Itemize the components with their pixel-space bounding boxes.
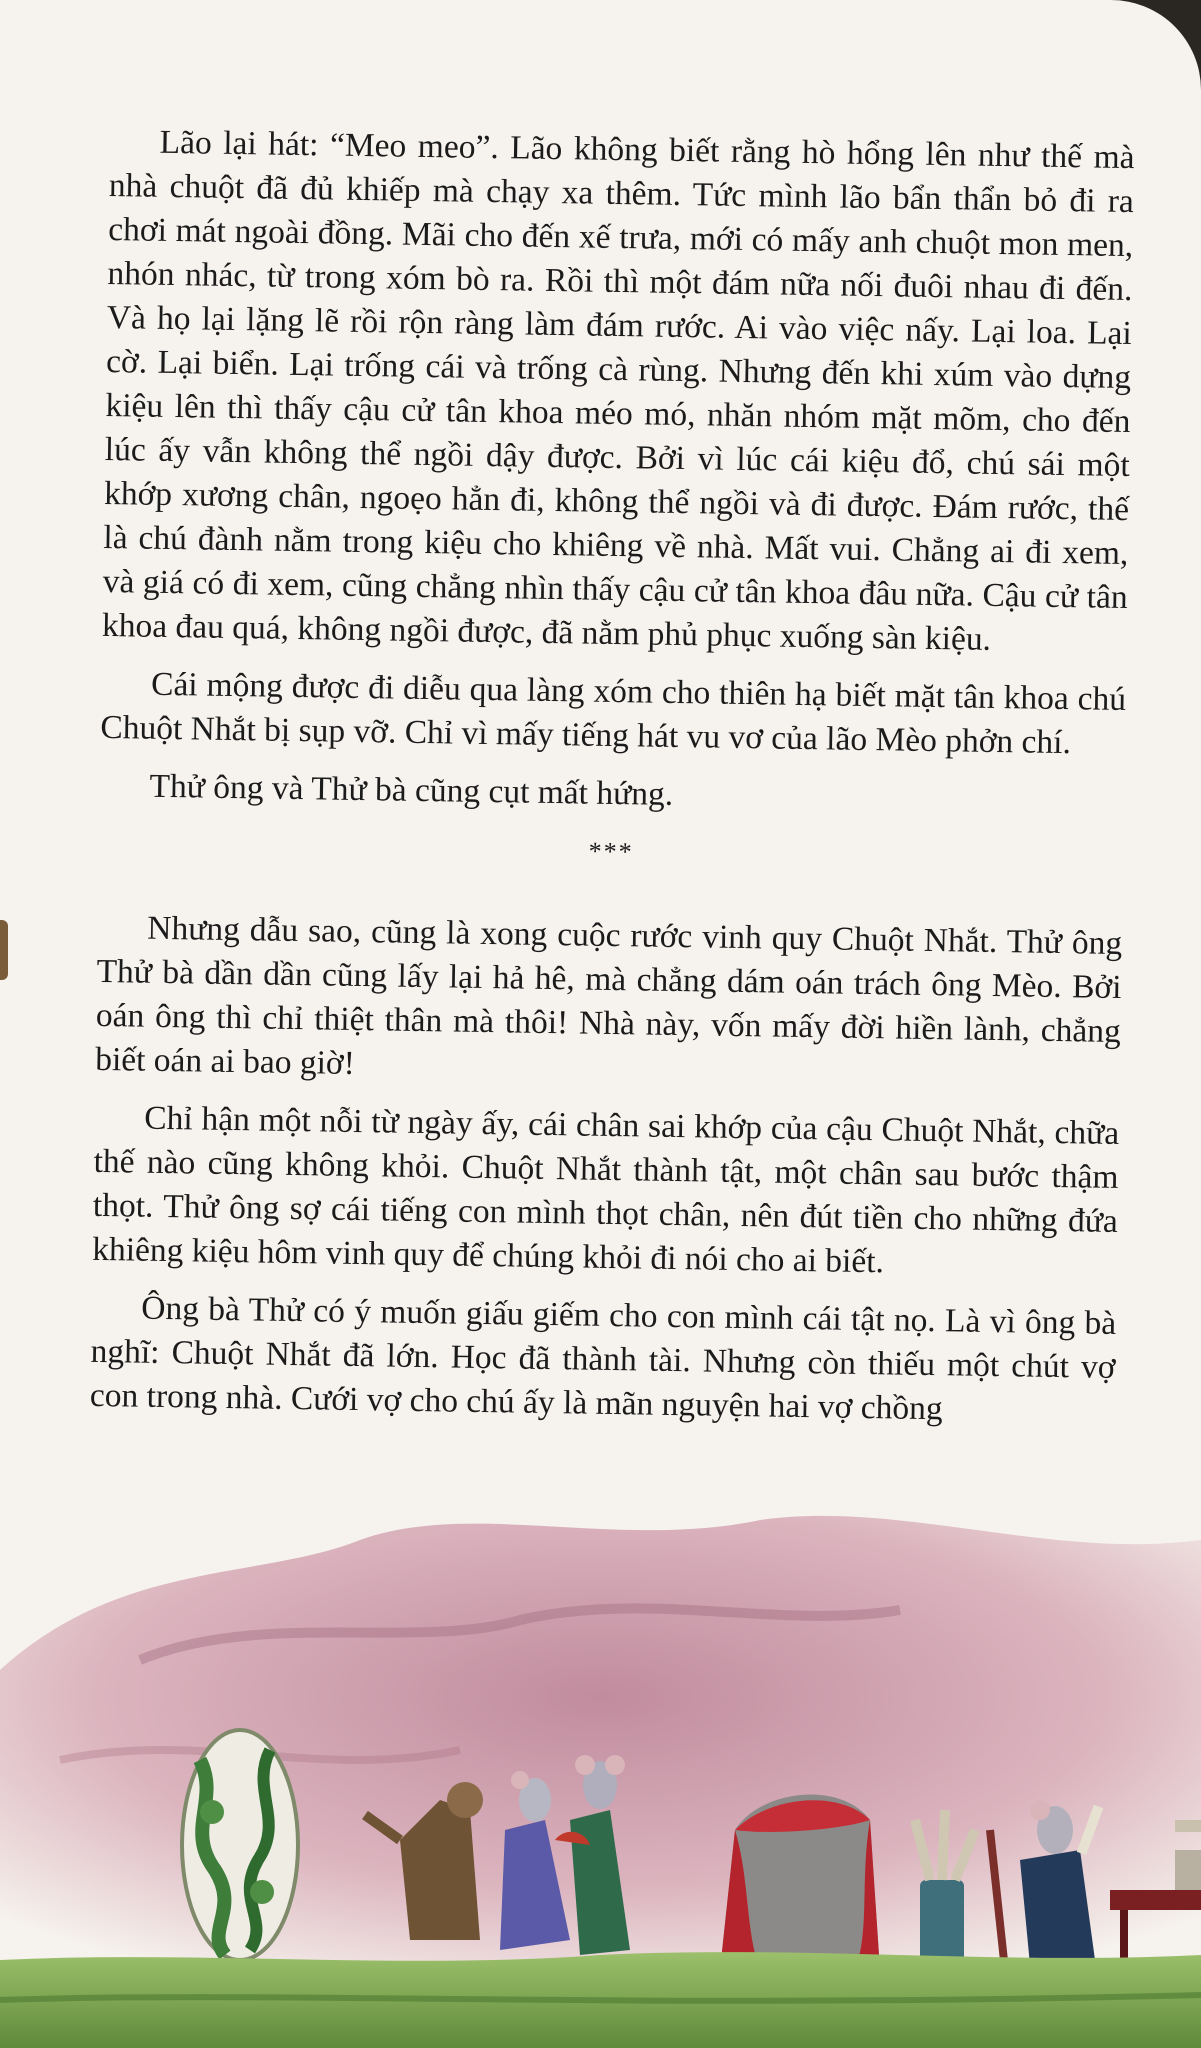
section-separator: *** bbox=[588, 836, 634, 867]
paragraph: Nhưng dẫu sao, cũng là xong cuộc rước vinh quy Chuột Nhắt. Thử ông Thử bà dần dần cũng lấy lại hả hê, mà chẳng dám oán trách ông Mèo. Bởi oán ông thì chỉ thiệt thân mà thôi! Nhà này, vốn mấy đời hiền lành, chẳng biết oán ai bao giờ! bbox=[94, 909, 1123, 1082]
page-edge-mark bbox=[0, 920, 8, 980]
fern-doorway bbox=[182, 1730, 298, 1960]
paragraph: Lão lại hát: “Meo meo”. Lão không biết rằng hò hổng lên như thế mà nhà chuột đã đủ khiếp mà chạy xa thêm. Tức mình lão bẩn thẩn bỏ đi ra chơi mát ngoài đồng. Mãi cho đến xế trưa, mới có mấy anh chuột mon men, nhón nhác, từ trong xóm bò ra. Rồi thì một đám nữa nối đuôi nhau đi đến. Và họ lại lặng lẽ rồi rộn ràng làm đám rước. Ai vào việc nấy. Lại loa. Lại cờ. Lại biển. Lại trống cái và trống cà rùng. Nhưng đến khi xúm vào dựng kiệu lên thì thấy cậu cử tân khoa méo mó, nhăn nhóm mặt mõm, cho đến lúc ấy vẫn không thể ngồi dậy được. Bởi vì lúc cái kiệu đổ, chú sái một khớp xương chân, ngoẹo hẳn đi, không thể ngồi và đi được. Đám rước, thế là chú đành nằm trong kiệu cho khiêng về nhà. Mất vui. Chẳng ai đi xem, và giá có đi xem, cũng chẳng nhìn thấy cậu cử tân khoa đâu nữa. Cậu cử tân khoa đau quá, không ngồi được, đã nằm phủ phục xuống sàn kiệu. bbox=[101, 123, 1135, 658]
paragraph: Cái mộng được đi diễu qua làng xóm cho thiên hạ biết mặt tân khoa chú Chuột Nhắt bị sụp vỡ. Chỉ vì mấy tiếng hát vu vơ của lão Mèo phởn chí. bbox=[100, 665, 1127, 762]
story-illustration bbox=[0, 1500, 1201, 2048]
story-text bbox=[89, 120, 1134, 1448]
paragraph: Ông bà Thử có ý muốn giấu giếm cho con mình cái tật nọ. Là vì ông bà nghĩ: Chuột Nhắt đã lớn. Học đã thành tài. Nhưng còn thiếu một chút vợ con trong nhà. Cưới vợ cho chú ấy là mãn nguyện hai vợ chồng bbox=[89, 1289, 1117, 1428]
paragraph: Chỉ hận một nỗi từ ngày ấy, cái chân sai khớp của cậu Chuột Nhắt, chữa thế nào cũng không khỏi. Chuột Nhắt thành tật, một chân sau bước thậm thọt. Thử ông sợ cái tiếng con mình thọt chân, nên đút tiền cho những đứa khiêng kiệu hôm vinh quy để chúng khỏi đi nói cho ai biết. bbox=[91, 1099, 1120, 1281]
paragraph: Thử ông và Thử bà cũng cụt mất hứng. bbox=[149, 767, 674, 813]
curtain-doorway bbox=[720, 1795, 880, 1970]
